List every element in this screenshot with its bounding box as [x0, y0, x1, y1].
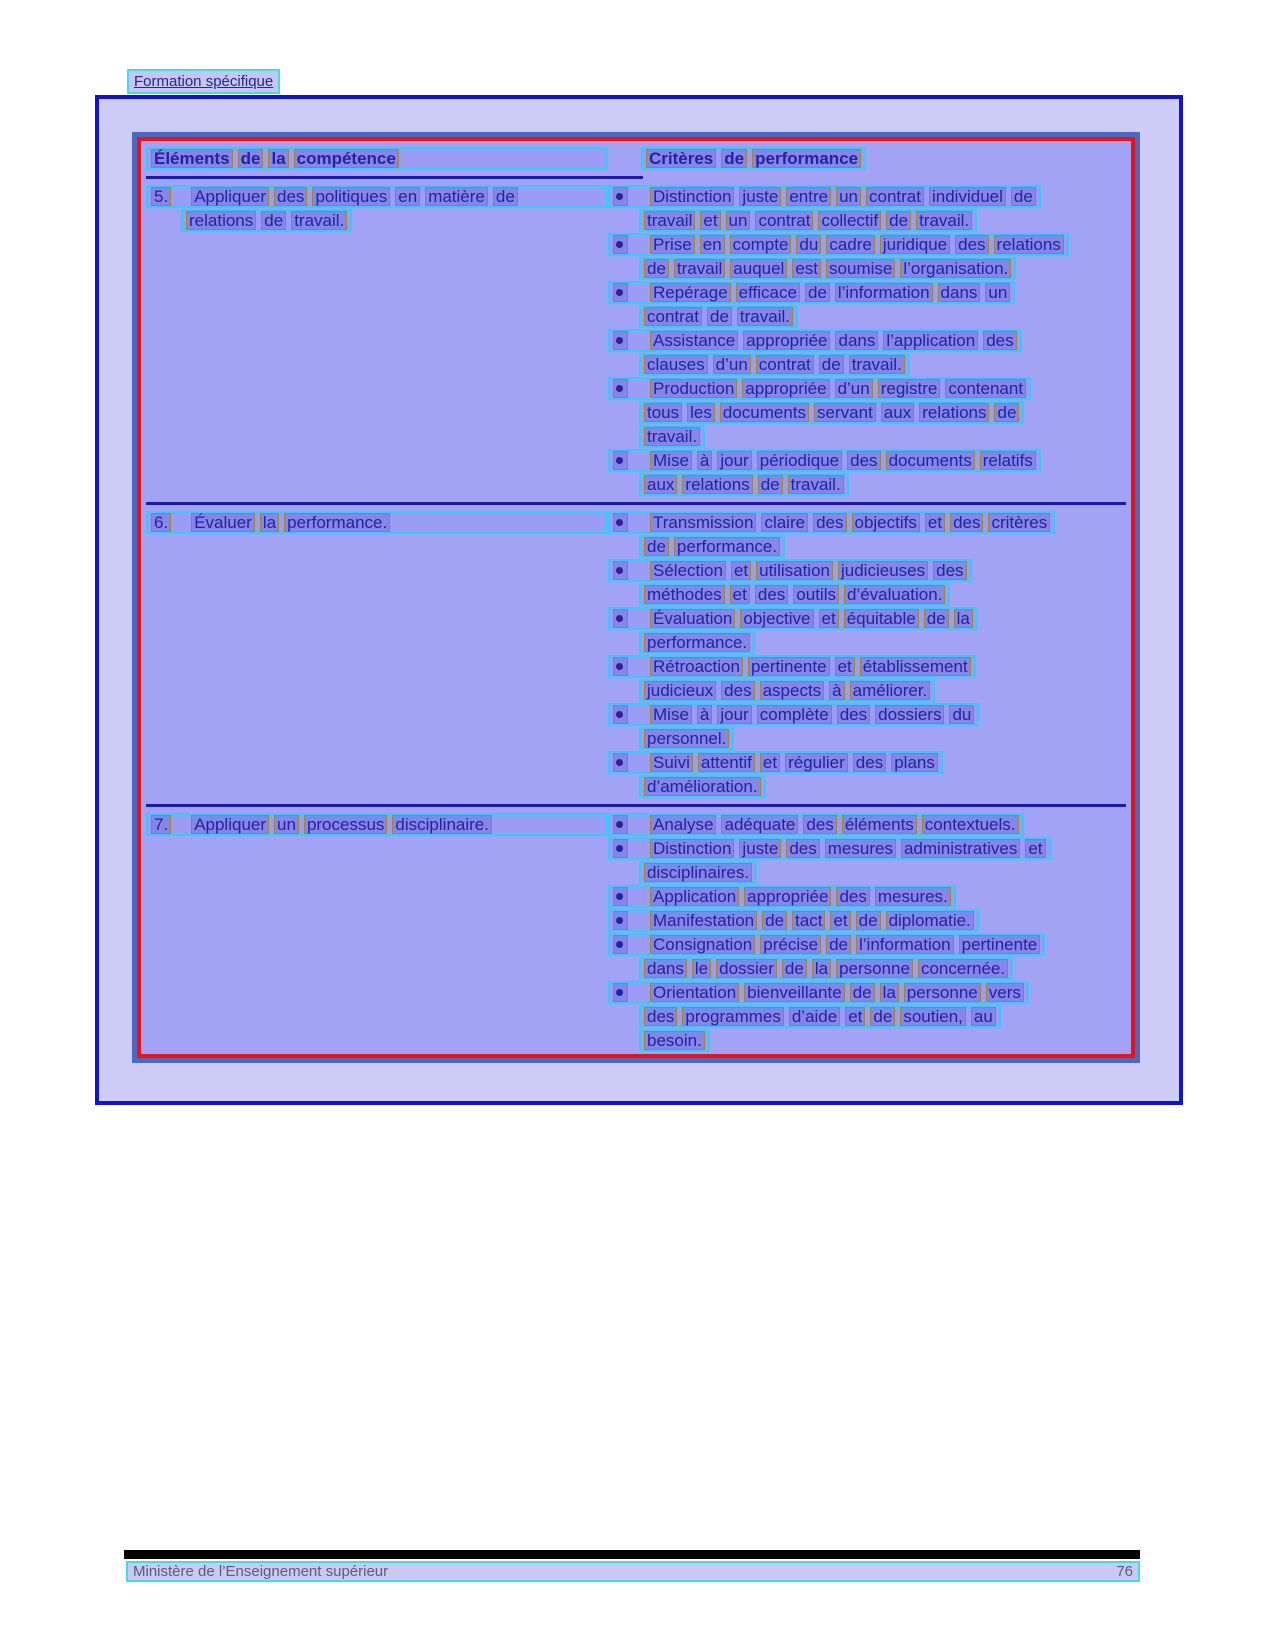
word: relations — [994, 235, 1064, 254]
formation-label — [127, 69, 280, 94]
word: compétence — [294, 149, 399, 168]
word: besoin. — [644, 1031, 705, 1050]
word: Transmission — [650, 513, 756, 532]
word: pertinente — [748, 657, 830, 676]
bullet-dot — [616, 385, 623, 392]
word: Appliquer — [191, 815, 269, 834]
criterion-line — [608, 449, 1041, 472]
word: Rétroaction — [650, 657, 743, 676]
bullet-dot — [616, 289, 623, 296]
criterion-line — [608, 559, 972, 582]
word: travail — [644, 211, 695, 230]
word: Critères — [646, 149, 716, 168]
criterion-line — [639, 631, 755, 654]
word: outils — [793, 585, 839, 604]
word: de — [782, 959, 807, 978]
word: de — [819, 355, 844, 374]
word: Consignation — [650, 935, 755, 954]
table-header-row — [146, 147, 1126, 171]
word: des — [950, 513, 983, 532]
word: travail. — [788, 475, 844, 494]
bullet-dot — [616, 615, 623, 622]
word: du — [949, 705, 974, 724]
criterion-line — [608, 281, 1015, 304]
table-row — [146, 185, 1126, 497]
word: juste — [739, 187, 781, 206]
bullet-icon — [613, 887, 628, 906]
word: collectif — [818, 211, 881, 230]
word: des — [644, 1007, 677, 1026]
word: utilisation — [756, 561, 833, 580]
word: soumise — [826, 259, 895, 278]
word: jour — [717, 451, 751, 470]
criterion-line — [608, 933, 1045, 956]
bullet-dot — [616, 193, 623, 200]
word: la — [880, 983, 899, 1002]
word: périodique — [757, 451, 842, 470]
table-row — [146, 511, 1126, 799]
criterion-line — [608, 751, 943, 774]
word: tact — [792, 911, 825, 930]
word: performance. — [674, 537, 780, 556]
criterion-line — [639, 775, 766, 798]
word: et — [925, 513, 945, 532]
word: administratives — [901, 839, 1020, 858]
bullet-dot — [616, 989, 623, 996]
word: de — [762, 911, 787, 930]
word: Manifestation — [650, 911, 757, 930]
criterion-line — [608, 813, 1024, 836]
bullet-dot — [616, 337, 623, 344]
bullet-icon — [613, 283, 628, 302]
criterion-line — [639, 401, 1024, 424]
word: registre — [878, 379, 941, 398]
word: établissement — [860, 657, 971, 676]
word: au — [971, 1007, 996, 1026]
bullet-dot — [616, 821, 623, 828]
word: des — [721, 681, 754, 700]
criterion-line — [608, 837, 1051, 860]
word: Assistance — [650, 331, 738, 350]
word: juste — [739, 839, 781, 858]
bullet-icon — [613, 379, 628, 398]
word: des — [803, 815, 836, 834]
word: vers — [986, 983, 1024, 1002]
criterion-line — [639, 1029, 710, 1052]
word: pertinente — [959, 935, 1041, 954]
word: individuel — [929, 187, 1006, 206]
criterion-line — [639, 1005, 1001, 1028]
element-cell — [146, 813, 608, 837]
bullet-dot — [616, 567, 623, 574]
word: contrat — [756, 355, 814, 374]
criteria-cell — [608, 185, 1126, 497]
word: entre — [786, 187, 831, 206]
word: travail. — [916, 211, 972, 230]
word: de — [924, 609, 949, 628]
word: relations — [682, 475, 752, 494]
criterion-line — [639, 727, 734, 750]
word: diplomatie. — [886, 911, 974, 930]
table-body — [146, 185, 1126, 1053]
word: des — [955, 235, 988, 254]
word: à — [697, 705, 712, 724]
header-divider — [146, 176, 643, 179]
word: des — [813, 513, 846, 532]
word: aux — [881, 403, 914, 422]
element-line — [146, 511, 608, 534]
word: dans — [938, 283, 981, 302]
criterion-line — [608, 885, 956, 908]
bullet-icon — [613, 911, 628, 930]
word: régulier — [785, 753, 848, 772]
word: et — [830, 911, 850, 930]
footer-ministry: Ministère de l’Enseignement supérieur — [133, 1563, 389, 1580]
word: judicieux — [644, 681, 716, 700]
bullet-dot — [616, 519, 623, 526]
word: un — [836, 187, 861, 206]
word: Mise — [650, 451, 692, 470]
word: disciplinaire. — [392, 815, 492, 834]
competence-table — [132, 132, 1140, 1063]
word: l’organisation. — [900, 259, 1011, 278]
word: dossier — [716, 959, 777, 978]
word: d’amélioration. — [644, 777, 761, 796]
criterion-line — [639, 679, 935, 702]
word: des — [786, 839, 819, 858]
word: de — [644, 259, 669, 278]
word: judicieuses — [838, 561, 928, 580]
word: et — [835, 657, 855, 676]
word: contrat — [755, 211, 813, 230]
word: objective — [740, 609, 813, 628]
table-row — [146, 813, 1126, 1053]
word: Distinction — [650, 187, 734, 206]
bullet-icon — [613, 451, 628, 470]
criteria-cell — [608, 511, 1126, 799]
word: personne — [836, 959, 913, 978]
bullet-dot — [616, 759, 623, 766]
formation-label-text: Formation spécifique — [134, 73, 274, 90]
word: de — [886, 211, 911, 230]
element-line — [146, 813, 608, 836]
word: d’un — [713, 355, 751, 374]
bullet-dot — [616, 893, 623, 900]
word: personne — [904, 983, 981, 1002]
word: de — [826, 935, 851, 954]
word: adéquate — [721, 815, 798, 834]
criterion-line — [608, 377, 1031, 400]
criterion-line — [608, 233, 1069, 256]
word: de — [758, 475, 783, 494]
word: Suivi — [650, 753, 693, 772]
word: appropriée — [743, 331, 830, 350]
word: du — [796, 235, 821, 254]
word: et — [730, 585, 750, 604]
word: mesures — [825, 839, 896, 858]
word: relations — [919, 403, 989, 422]
word: un — [985, 283, 1010, 302]
word: appropriée — [742, 379, 829, 398]
bullet-icon — [613, 235, 628, 254]
word: à — [697, 451, 712, 470]
criterion-line — [639, 305, 798, 328]
word: de — [850, 983, 875, 1002]
criterion-line — [608, 511, 1055, 534]
criterion-line — [639, 209, 977, 232]
word: contenant — [945, 379, 1026, 398]
word: un — [274, 815, 299, 834]
word: Évaluation — [650, 609, 735, 628]
criterion-line — [639, 957, 1013, 980]
word: Production — [650, 379, 737, 398]
word: l’information — [835, 283, 933, 302]
word: des — [933, 561, 966, 580]
col-header-elements — [146, 147, 608, 170]
word: des — [836, 887, 869, 906]
criterion-line — [608, 981, 1029, 1004]
word: plans — [891, 753, 938, 772]
word: 7. — [151, 815, 171, 834]
word: performance. — [644, 633, 750, 652]
bullet-dot — [616, 711, 623, 718]
word: mesures. — [875, 887, 951, 906]
word: de — [856, 911, 881, 930]
word: de — [805, 283, 830, 302]
word: méthodes — [644, 585, 725, 604]
word: la — [812, 959, 831, 978]
word: cadre — [826, 235, 875, 254]
word: personnel. — [644, 729, 729, 748]
word: dans — [644, 959, 687, 978]
word: Appliquer — [191, 187, 269, 206]
table-inner — [137, 137, 1135, 1058]
word: 6. — [151, 513, 171, 532]
bullet-dot — [616, 845, 623, 852]
word: travail. — [291, 211, 347, 230]
word: attentif — [698, 753, 755, 772]
bullet-dot — [616, 941, 623, 948]
word: Application — [650, 887, 739, 906]
bullet-dot — [616, 663, 623, 670]
word: critères — [988, 513, 1050, 532]
criterion-line — [639, 535, 785, 558]
element-cell — [146, 511, 608, 535]
word: et — [731, 561, 751, 580]
row-divider — [146, 804, 1126, 807]
word: Repérage — [650, 283, 731, 302]
criterion-line — [608, 607, 978, 630]
element-line — [146, 185, 608, 208]
word: claire — [761, 513, 808, 532]
word: Sélection — [650, 561, 726, 580]
word: dans — [835, 331, 878, 350]
word: complète — [757, 705, 832, 724]
word: jour — [717, 705, 751, 724]
word: concernée. — [918, 959, 1008, 978]
bullet-icon — [613, 561, 628, 580]
criterion-line — [608, 909, 979, 932]
word: disciplinaires. — [644, 863, 752, 882]
element-line — [181, 209, 352, 232]
word: aux — [644, 475, 677, 494]
criterion-line — [639, 353, 910, 376]
word: auquel — [730, 259, 787, 278]
word: Prise — [650, 235, 695, 254]
word: un — [726, 211, 751, 230]
bullet-icon — [613, 815, 628, 834]
header-cell-criteria — [608, 147, 1126, 171]
bullet-icon — [613, 331, 628, 350]
word: l’application — [883, 331, 978, 350]
word: de — [493, 187, 518, 206]
word: les — [687, 403, 715, 422]
word: de — [994, 403, 1019, 422]
bullet-icon — [613, 935, 628, 954]
word: clauses — [644, 355, 708, 374]
word: la — [268, 149, 288, 168]
word: programmes — [682, 1007, 783, 1026]
word: travail. — [849, 355, 905, 374]
word: des — [853, 753, 886, 772]
word: relatifs — [980, 451, 1036, 470]
criterion-line — [639, 583, 950, 606]
criterion-line — [608, 329, 1022, 352]
word: objectifs — [852, 513, 920, 532]
word: dossiers — [875, 705, 944, 724]
word: Analyse — [650, 815, 716, 834]
criterion-line — [639, 473, 849, 496]
word: de — [644, 537, 669, 556]
word: et — [819, 609, 839, 628]
word: des — [274, 187, 307, 206]
word: travail — [674, 259, 725, 278]
footer-rule — [124, 1550, 1140, 1559]
word: Mise — [650, 705, 692, 724]
word: processus — [304, 815, 387, 834]
word: et — [845, 1007, 865, 1026]
word: relations — [186, 211, 256, 230]
criterion-line — [639, 257, 1016, 280]
word: et — [700, 211, 720, 230]
word: éléments — [842, 815, 917, 834]
word: bienveillante — [744, 983, 845, 1002]
word: contrat — [866, 187, 924, 206]
word: en — [395, 187, 420, 206]
word: et — [1025, 839, 1045, 858]
row-divider — [146, 502, 1126, 505]
bullet-dot — [616, 241, 623, 248]
word: de — [261, 211, 286, 230]
criteria-cell — [608, 813, 1126, 1053]
footer — [126, 1561, 1140, 1582]
bullet-icon — [613, 705, 628, 724]
word: Évaluer — [191, 513, 255, 532]
bullet-dot — [616, 457, 623, 464]
word: 5. — [151, 187, 171, 206]
word: appropriée — [744, 887, 831, 906]
word: de — [238, 149, 264, 168]
word: des — [847, 451, 880, 470]
word: en — [700, 235, 725, 254]
word: travail. — [644, 427, 700, 446]
word: la — [260, 513, 279, 532]
criterion-line — [639, 425, 705, 448]
word: contextuels. — [922, 815, 1019, 834]
word: efficace — [736, 283, 800, 302]
bullet-icon — [613, 657, 628, 676]
bullet-icon — [613, 609, 628, 628]
word: l’information — [856, 935, 954, 954]
word: juridique — [880, 235, 950, 254]
word: des — [837, 705, 870, 724]
bullet-icon — [613, 983, 628, 1002]
word: à — [829, 681, 844, 700]
word: équitable — [844, 609, 919, 628]
word: des — [983, 331, 1016, 350]
word: précise — [760, 935, 821, 954]
word: aspects — [760, 681, 825, 700]
word: améliorer. — [850, 681, 931, 700]
word: documents — [720, 403, 809, 422]
word: de — [707, 307, 732, 326]
element-cell — [146, 185, 608, 233]
word: compte — [730, 235, 792, 254]
word: servant — [814, 403, 876, 422]
word: politiques — [312, 187, 390, 206]
word: de — [870, 1007, 895, 1026]
word: d’évaluation. — [844, 585, 945, 604]
criterion-line — [608, 185, 1041, 208]
word: contrat — [644, 307, 702, 326]
header-cell-elements — [146, 147, 608, 171]
bullet-dot — [616, 917, 623, 924]
word: d’un — [835, 379, 873, 398]
word: performance — [752, 149, 861, 168]
word: travail. — [737, 307, 793, 326]
bullet-icon — [613, 187, 628, 206]
criterion-line — [608, 655, 976, 678]
word: est — [792, 259, 821, 278]
criterion-line — [608, 703, 979, 726]
word: de — [721, 149, 747, 168]
word: et — [760, 753, 780, 772]
word: des — [755, 585, 788, 604]
col-header-criteria — [641, 147, 866, 170]
word: performance. — [284, 513, 390, 532]
word: Éléments — [151, 149, 233, 168]
word: Orientation — [650, 983, 739, 1002]
word: tous — [644, 403, 682, 422]
bullet-icon — [613, 513, 628, 532]
bullet-icon — [613, 839, 628, 858]
word: de — [1011, 187, 1036, 206]
page-frame — [95, 95, 1183, 1105]
bullet-icon — [613, 753, 628, 772]
word: la — [954, 609, 973, 628]
word: le — [692, 959, 711, 978]
word: Distinction — [650, 839, 734, 858]
word: documents — [886, 451, 975, 470]
word: soutien, — [900, 1007, 966, 1026]
word: matière — [425, 187, 488, 206]
word: d’aide — [789, 1007, 840, 1026]
footer-page-number: 76 — [1116, 1563, 1133, 1580]
criterion-line — [639, 861, 757, 884]
